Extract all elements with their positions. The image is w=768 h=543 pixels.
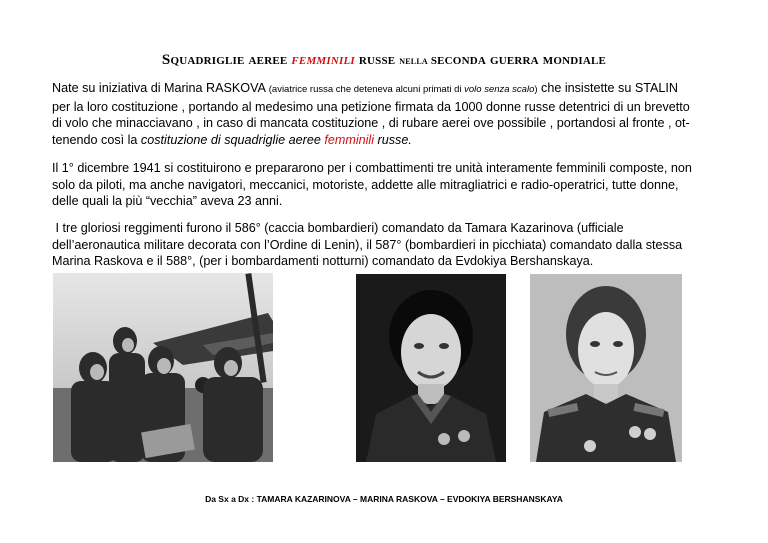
p1-line-3: di volo che minacciavano , in caso di mancata costituzione , di rubare aerei ove possibile , portandosi al fronte , ot- (52, 116, 690, 130)
p1-line-2: per la loro costituzione , portando al medesimo una petizione firmata da 1000 donne russe detentrici di un brevetto (52, 99, 690, 114)
title-part-4: seconda guerra mondiale (430, 52, 607, 68)
p2-line-3: delle quali la più “vecchia” aveva 23 anni. (52, 194, 283, 208)
photo-portrait-bershanskaya (530, 274, 682, 462)
p3-line-1: I tre gloriosi reggimenti furono il 586° (caccia bombardieri) comandato da Tamara Kazarinova (ufficiale (52, 221, 624, 235)
document-title (0, 52, 768, 69)
photo-caption: Da Sx a Dx : TAMARA KAZARINOVA – MARINA RASKOVA – EVDOKIYA BERSHANSKAYA (205, 494, 563, 504)
title-highlight: femminili (291, 52, 355, 68)
title-part-3: nella (399, 55, 431, 67)
photo-group-aviators (53, 273, 273, 462)
title-part-2: russe (354, 52, 400, 68)
photo-portrait-raskova (356, 274, 506, 462)
p2-line-1: Il 1° dicembre 1941 si costituirono e prepararono per i combattimenti tre unità interamente femminili composte, non (52, 161, 692, 175)
p3-line-2: dell’aeronautica militare decorata con l’Ordine di Lenin), il 587° (bombardieri in picchiata) comandato dalla stessa (52, 237, 683, 252)
paragraph-units (52, 160, 712, 210)
paragraph-regiments (52, 220, 712, 270)
p1-line-4: tenendo così la costituzione di squadriglie aeree femminili russe. (52, 132, 412, 147)
p1-line-1: Nate su iniziativa di Marina RASKOVA (aviatrice russa che deteneva alcuni primati di volo senza scalo) che insistette su STALIN (52, 81, 678, 95)
title-part-1: Squadriglie aeree (161, 52, 292, 68)
p3-line-3: Marina Raskova e il 588°, (per i bombardamenti notturni) comandato da Evdokiya Bershanskaya. (52, 254, 594, 268)
paragraph-raskova (52, 80, 712, 148)
p2-line-2: solo da piloti, ma anche navigatori, meccanici, motoriste, addette alle mitragliatrici e radio-operatrici, tutte donne, (52, 177, 679, 192)
